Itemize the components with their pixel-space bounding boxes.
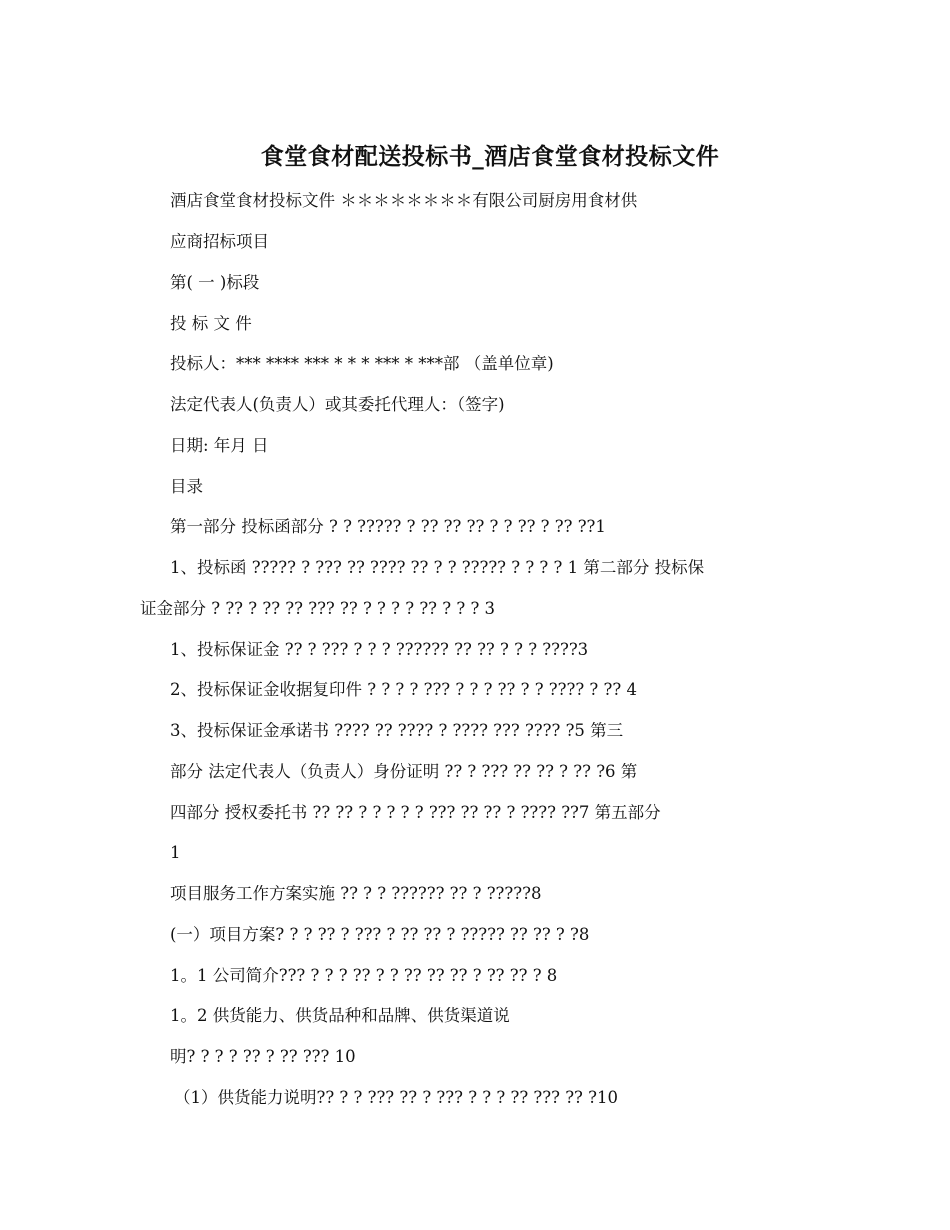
- toc-line: 3、投标保证金承诺书 ???? ?? ???? ? ???? ??? ???? ?5 第三: [170, 721, 624, 740]
- body-line: 投标人：*** **** *** * * * *** * ***部 （盖单位章): [170, 354, 554, 373]
- toc-line: 部分 法定代表人（负责人）身份证明 ?? ? ??? ?? ?? ? ?? ?6 第: [170, 762, 638, 781]
- toc-line: (一）项目方案? ? ? ?? ? ??? ? ?? ?? ? ????? ?? ?? ? ?8: [170, 925, 590, 944]
- toc-line: （1）供货能力说明?? ? ? ??? ?? ? ??? ? ? ? ?? ??? ?? ?10: [174, 1088, 618, 1107]
- toc-line: 1、投标保证金 ?? ? ??? ? ? ? ?????? ?? ?? ? ? ? ????3: [170, 640, 589, 659]
- toc-line: 第一部分 投标函部分 ? ? ????? ? ?? ?? ?? ? ? ?? ? ?? ??1: [170, 517, 606, 536]
- toc-line: 1: [170, 843, 181, 862]
- toc-line: 四部分 授权委托书 ?? ?? ? ? ? ? ? ??? ?? ?? ? ???? ??7 第五部分: [170, 803, 661, 822]
- toc-line: 明? ? ? ? ?? ? ?? ??? 10: [170, 1047, 356, 1066]
- toc-line: 2、投标保证金收据复印件 ? ? ? ? ??? ? ? ? ?? ? ? ???? ? ?? 4: [170, 680, 637, 699]
- toc-heading: 目录: [170, 477, 203, 496]
- toc-line: 1。2 供货能力、供货品种和品牌、供货渠道说: [170, 1006, 510, 1025]
- body-line: 法定代表人(负责人）或其委托代理人：（签字): [170, 395, 505, 414]
- toc-line: 1。1 公司简介??? ? ? ? ?? ? ? ?? ?? ?? ? ?? ?? ? 8: [170, 966, 558, 985]
- toc-line: 证金部分 ? ?? ? ?? ?? ??? ?? ? ? ? ? ?? ? ? ? 3: [140, 599, 496, 618]
- body-line: 投 标 文 件: [170, 314, 252, 333]
- body-line: 应商招标项目: [170, 232, 269, 251]
- toc-line: 项目服务工作方案实施 ?? ? ? ?????? ?? ? ?????8: [170, 884, 542, 903]
- body-line: 日期: 年月 日: [170, 436, 269, 455]
- document-title: 食堂食材配送投标书_酒店食堂食材投标文件: [260, 143, 720, 170]
- body-line: 第( 一 )标段: [170, 273, 260, 292]
- body-line: 酒店食堂食材投标文件 ＊＊＊＊＊＊＊＊有限公司厨房用食材供: [170, 191, 638, 210]
- toc-line: 1、投标函 ????? ? ??? ?? ???? ?? ? ? ????? ? ? ? ? 1 第二部分 投标保: [170, 558, 705, 577]
